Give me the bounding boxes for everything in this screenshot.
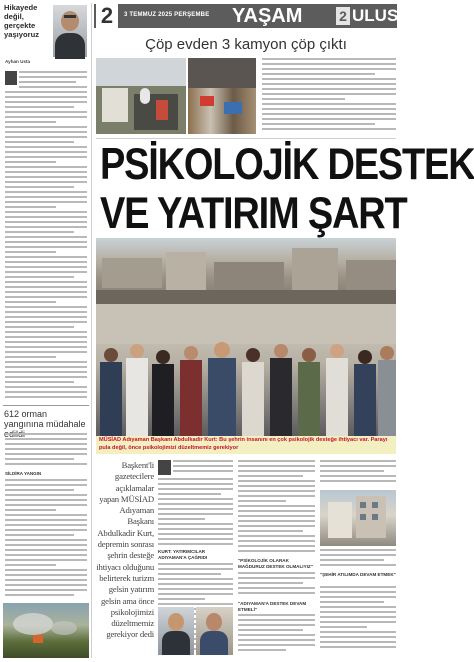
article-drop-cap [158, 460, 171, 475]
main-headline-line-2: VE YATIRIM ŞART [100, 188, 407, 239]
column-headline: Hikayede değil, gerçekte yaşıyoruz [4, 3, 40, 39]
forest-fire-photo [3, 603, 89, 658]
article-subhead-4: "ŞEHİR ATILIMDA DEVAM ETMEK" [320, 572, 396, 577]
article-column-1-text [173, 460, 233, 476]
pull-quote: Başkent'li gazetecilere açıklamalar yapan MÜSİAD Adıyaman Başkanı Abdulkadir Kurt, depremin sonrası şehrin desteğe ihtiyacı olduğunu belirterek turizm gelsin yatırım gelsin ama önce psikolojimizi düzeltmemiz gerekiyor dedi [96, 460, 154, 640]
article-subhead-3: "ADIYAMAN'A DESTEK DEVAM ETMELİ" [238, 601, 307, 612]
column-body-text-2 [5, 91, 87, 401]
fire-body-text-2 [5, 479, 87, 599]
crowd-photo [96, 304, 396, 436]
garbage-house-photo-1 [96, 58, 186, 134]
portrait-photo-2 [196, 607, 233, 655]
article-column-3-text-2 [320, 549, 396, 571]
article-column-2-text [238, 460, 315, 556]
article-subhead-2: "PSİKOLOJİK OLARAK MAĞDURUZ DESTEK OLMALIYIZ" [238, 558, 313, 569]
section-title: YAŞAM [232, 5, 303, 27]
photo-caption [96, 436, 396, 454]
brand-logo: ULUS [352, 6, 399, 25]
page-number: 2 [96, 4, 118, 28]
fire-headline: 612 orman yangınına müdahale [4, 409, 86, 429]
top-story-body [262, 58, 396, 134]
earthquake-rubble-photo [96, 238, 396, 304]
author-photo [53, 5, 87, 57]
photo-caption-text: MÜSİAD Adıyaman Başkanı Abdulkadir Kurt: Bu şehrin insanını en çok psikolojik desteğe ihtiyacı var. Parayı pula değil, önce psikolojimizi düzeltmemiz gerekiyor [99, 437, 388, 451]
article-column-2-text-2 [238, 572, 315, 600]
top-story-headline: Çöp evden 3 kamyon çöp çıktı [145, 36, 347, 53]
left-column [3, 3, 89, 658]
article-subhead-1: KURT: YATIRIMCILAR ADIYAMAN'A ÇAĞRIDI [158, 549, 208, 560]
building-photo [320, 490, 396, 546]
main-headline-line-1: PSİKOLOJİK DESTEK [100, 139, 474, 190]
garbage-house-photo-2 [188, 58, 256, 134]
column-rule [3, 405, 89, 406]
left-column-divider [91, 3, 92, 658]
drop-cap [5, 71, 17, 85]
portrait-photo-1 [158, 607, 194, 655]
article-column-3-text-3 [320, 586, 396, 655]
author-name: Ayhan Usta [5, 59, 31, 64]
issue-date: 3 TEMMUZ 2025 PERŞEMBE [124, 12, 210, 18]
article-column-1-text-2 [158, 478, 233, 548]
fire-subhead: SİLDİRA YANGIN [5, 471, 42, 476]
article-column-2-text-3 [238, 614, 315, 655]
article-column-3-text [320, 460, 396, 486]
fire-body-text [5, 433, 87, 469]
brand-box: 2 [336, 7, 350, 25]
column-body-text [19, 71, 87, 91]
